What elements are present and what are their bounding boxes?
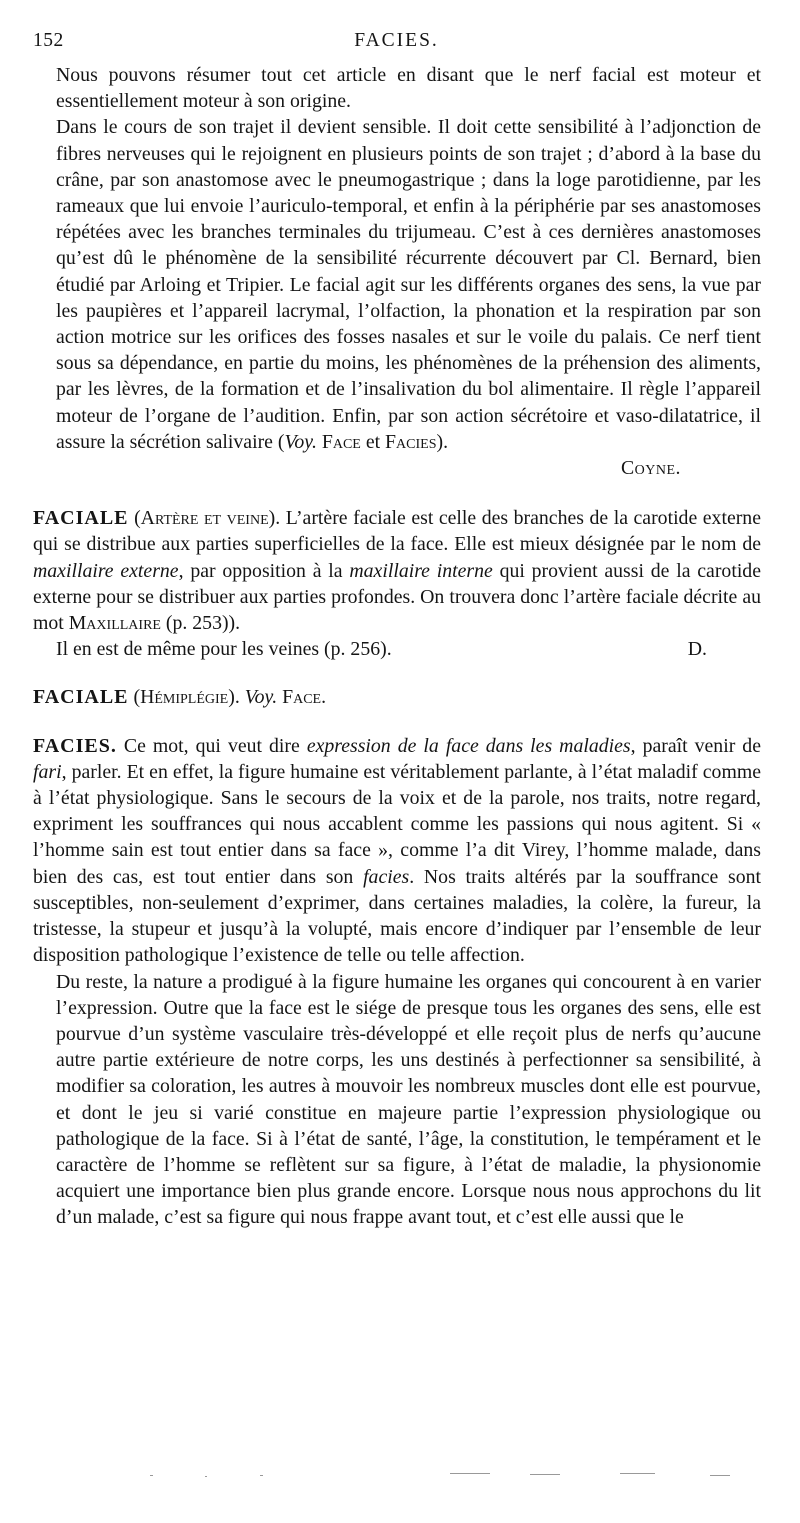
running-header (33, 30, 760, 56)
entry-qualifier: (Artère et veine). (134, 507, 281, 530)
entry-text: qui provient aussi de la carotide externe pour se distribuer aux parties profondes. On trouvera donc l’artère faciale décrite au mot (33, 559, 761, 635)
facial-sensibility-paragraph (56, 114, 761, 455)
cross-reference-face: Face. (282, 686, 327, 709)
italic-term: facies (363, 865, 410, 888)
entry-headword: FACIES. (33, 734, 117, 757)
entry-text: (p. 253)). (160, 612, 241, 635)
entry-text: L’artère faciale est celle des branches de la carotide externe qui se distribue aux parties superficielles de la face. Elle est mieux désignée par le nom de (33, 507, 761, 556)
italic-term: maxillaire interne (349, 559, 493, 582)
voy-reference: Voy. (244, 686, 278, 709)
italic-term: expression de la face dans les maladies (306, 734, 631, 757)
entry-headword: FACIALE (33, 507, 129, 530)
entry-text: , parler. Et en effet, la figure humaine est véritablement parlante, à l’état maladif comme à l’état physiologique. Sans le secours de la voix et de la parole, nos traits, notre regard, expriment les souffrances qui nous accablent comme les passions qui nous agitent. Si « l’homme sain est tout entier dans sa face », comme l’a dit Virey, l’homme malade, dans bien des cas, est tout entier dans son (33, 760, 761, 888)
veines-line (56, 636, 761, 662)
veines-text: Il en est de même pour les veines (p. 256). (56, 638, 392, 661)
cross-reference-face: Face (321, 430, 361, 453)
facial-conclusion-paragraph: Nous pouvons résumer tout cet article en disant que le nerf facial est moteur et essentiellement moteur à son origine. (56, 64, 761, 113)
entry-text: , paraît venir de (630, 734, 761, 757)
closing-punctuation: ). (436, 430, 449, 453)
italic-term: maxillaire externe (33, 559, 179, 582)
author-signature-coyne: Coyne. (620, 457, 681, 480)
entry-qualifier: (Hémiplégie). (133, 686, 240, 709)
entry-faciale-hemiplegie (33, 684, 761, 710)
body-text (33, 62, 761, 1231)
author-signature-d: D. (687, 638, 707, 661)
cross-reference-maxillaire: Maxillaire (68, 612, 161, 635)
italic-term: fari (33, 760, 62, 783)
page-number: 152 (33, 30, 64, 51)
running-title: FACIES. (354, 30, 439, 51)
conjunction: et (360, 430, 386, 453)
entry-text: . Nos traits altérés par la souffrance sont susceptibles, non-seulement d’exprimer, dans certaines maladies, la colère, la fureur, la tristesse, la stupeur et jusqu’à la volupté, mais encore d’indiquer par l’ensemble de leur disposition pathologique l’existence de telle ou telle affection. (33, 865, 761, 967)
entry-text: Ce mot, qui veut dire (116, 734, 307, 757)
voy-reference: Voy. (284, 430, 317, 453)
cross-reference-facies: Facies (385, 430, 437, 453)
scan-specks (150, 1473, 790, 1481)
facies-second-paragraph: Du reste, la nature a prodigué à la figure humaine les organes qui concourent à en varier l’expression. Outre que la face est le siége de presque tous les organes des sens, elle est pourvue d’un système vasculaire très-développé et elle reçoit plus de nerfs qu’aucune autre partie extérieure de notre corps, les uns destinés à perfectionner sa sensibilité, à modifier sa coloration, les autres à mouvoir les nombreux muscles dont elle est pourvue, et dont le jeu si varié constitue en majeure partie l’expression physiologique ou pathologique de la face. Si à l’état de santé, l’âge, la constitution, le tempérament et le caractère de l’homme se reflètent sur sa figure, à l’état de maladie, la physionomie acquiert une importance bien plus grande encore. Lorsque nous nous approchons du lit d’un malade, c’est sa figure qui nous frappe avant tout, et c’est elle aussi que le (56, 970, 761, 1229)
paragraph-text: Dans le cours de son trajet il devient sensible. Il doit cette sensibilité à l’adjonction de fibres nerveuses qui le rejoignent en plusieurs points de son trajet ; d’abord à la base du crâne, par son anastomose avec le pneumogastrique ; dans la loge parotidienne, par les rameaux que lui envoie l’auriculo-temporal, et enfin à la périphérie par ses anastomoses répétées avec les branches terminales du trijumeau. C’est à ces dernières anastomoses qu’est dû le phénomène de la sensibilité récurrente découvert par Cl. Bernard, bien étudié par Arloing et Tripier. Le facial agit sur les différents organes des sens, la vue par les paupières et l’appareil lacrymal, l’olfaction, la phonation et la respiration par son action motrice sur les orifices des fosses nasales et sur le voile du palais. Ce nerf tient sous sa dépendance, en partie du moins, les phénomènes de la préhension des aliments, par les lèvres, de la formation et de l’insalivation du bol alimentaire. Il règle l’appareil moteur de l’organe de l’audition. Enfin, par son action sécrétoire et vaso-dilatatrice, il assure la sécrétion salivaire ( (56, 116, 761, 453)
entry-text: , par opposition à la (178, 559, 350, 582)
entry-headword: FACIALE (33, 686, 129, 709)
entry-facies (33, 733, 761, 969)
entry-faciale-artere (33, 505, 761, 636)
